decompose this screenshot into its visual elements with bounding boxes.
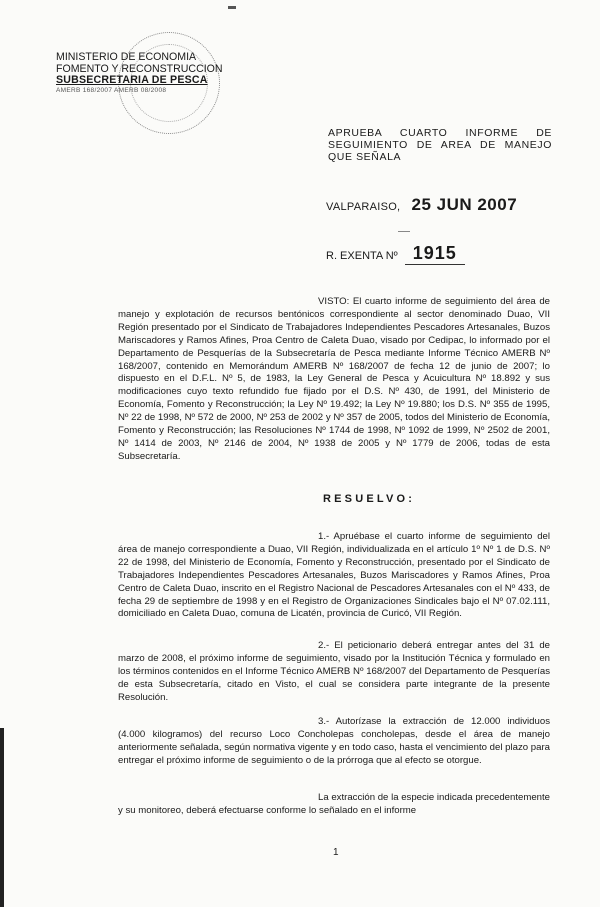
scan-edge-mark — [0, 728, 4, 907]
institution-header — [56, 52, 246, 95]
institution-ministry-cont: FOMENTO Y RECONSTRUCCION — [56, 62, 223, 75]
resolution-number: 1915 — [405, 243, 465, 265]
article-1 — [118, 531, 550, 621]
article-2-text: 2.- El peticionario deberá entregar antes del 31 de marzo de 2008, el próximo informe de seguimiento, visado por la Institución Técnica y formulado en los términos contenidos en el Informe Técnico AMERB Nº 168/2007 del Departamento de Pesquerías de esta Subsecretaría, citado en Visto, el cual se considera parte integrante de la presente Resolución. — [118, 640, 550, 703]
article-3 — [118, 716, 550, 768]
institution-ministry: MINISTERIO DE ECONOMIA — [56, 51, 197, 63]
resolution-heading: RESUELVO: — [323, 493, 416, 505]
visto-text: VISTO: El cuarto informe de seguimiento del área de manejo y explotación de recursos bentónicos correspondiente al sector denominado Duao, VII Región presentado por el Sindicato de Trabajadores Independientes Pescadores Artesanales, Buzos Mariscadores y Ramos Afines, Proa Centro de Caleta Duao, visado por Cedipac, lo informado por el Departamento de Pesquerías de la Subsecretaría de Pesca mediante Informe Técnico AMERB Nº 168/2007, contenido en Memorándum AMERB Nº 168/2007 de fecha 12 de junio de 2007; lo dispuesto en el D.F.L. Nº 5, de 1983, la Ley General de Pesca y Acuicultura Nº 18.892 y sus modificaciones cuyo texto refundido fue fijado por el D.S. Nº 430, de 1991, del Ministerio de Economía, Fomento y Reconstrucción; la Ley Nº 19.492; la Ley Nº 19.880; los D.S. Nº 355 de 1995, Nº 22 de 1998, Nº 572 de 2000, Nº 253 de 2002 y Nº 357 de 2005, todos del Ministerio de Economía, Fomento y Reconstrucción; las Resoluciones Nº 1744 de 1998, Nº 1092 de 1999, Nº 2502 de 2001, Nº 1414 de 2003, Nº 2146 de 2004, Nº 1938 de 2005 y Nº 1779 de 2006, todas de esta Subsecretaría. — [118, 296, 550, 462]
institution-reference: AMERB 168/2007 AMERB 08/2008 — [56, 86, 167, 94]
date-mark — [398, 231, 410, 232]
place-and-date — [326, 195, 517, 215]
article-3-continuation-text: La extracción de la especie indicada precedentemente y su monitoreo, deberá efectuarse conforme lo señalado en el informe — [118, 792, 551, 816]
scan-dot-mark — [228, 6, 236, 9]
article-2 — [118, 640, 550, 705]
resolution-number-line — [326, 243, 465, 265]
city: VALPARAISO, — [326, 201, 401, 213]
institution-subsecretary: SUBSECRETARIA DE PESCA — [56, 74, 208, 86]
article-1-text: 1.- Apruébase el cuarto informe de seguimiento del área de manejo correspondiente a Duao, VII Región, individualizada en el artículo 1º Nº 1 de D.S. Nº 22 de 1998, del Ministerio de Economía, Fomento y Reconstrucción, presentado por el Sindicato de Trabajadores Independientes Pescadores Artesanales, Buzos Mariscadores y Ramos Afines, Proa Centro de Caleta Duao, inscrito en el Registro Nacional de Pescadores Artesanales con el Nº 433, de fecha 29 de septiembre de 1998 y en el Registro de Organizaciones Sindicales bajo el Nº 07.02.111, domiciliado en Caleta Duao, comuna de Licatén, provincia de Curicó, VII Región. — [118, 531, 550, 620]
date-stamp: 25 JUN 2007 — [411, 195, 518, 214]
resolution-label: R. EXENTA Nº — [326, 250, 398, 262]
article-3-continuation — [118, 792, 550, 818]
page-number: 1 — [333, 847, 339, 858]
article-3-text: 3.- Autorízase la extracción de 12.000 individuos (4.000 kilogramos) del recurso Loco Concholepas concholepas, desde el área de manejo anteriormente señalada, según normativa vigente y en todo caso, hasta el vencimiento del plazo para entregar el próximo informe de seguimiento o de la prórroga que al efecto se otorgue. — [118, 716, 550, 766]
visto-paragraph — [118, 296, 550, 464]
document-subject: APRUEBA CUARTO INFORME DE SEGUIMIENTO DE AREA DE MANEJO QUE SEÑALA — [328, 127, 552, 163]
